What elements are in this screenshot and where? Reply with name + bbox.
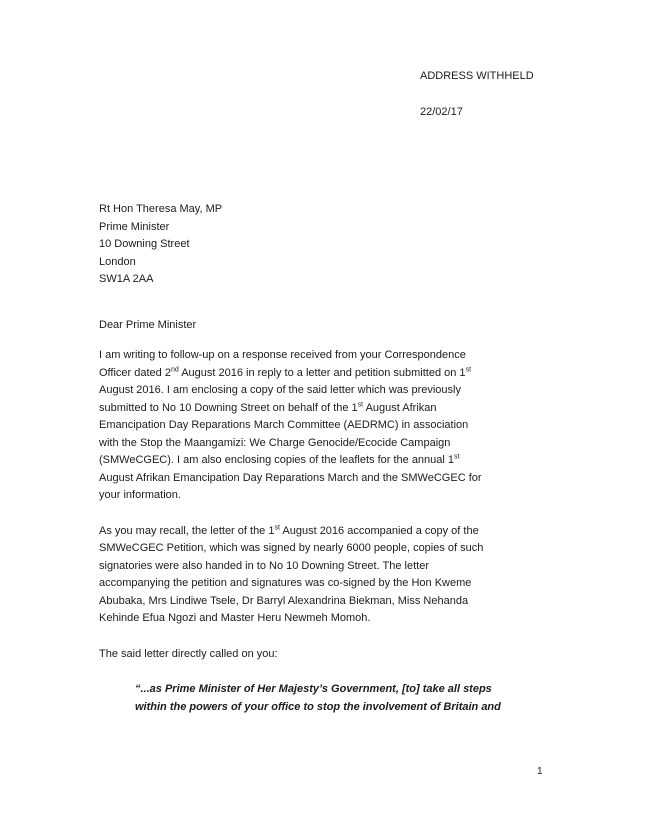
- recipient-block: [99, 201, 222, 289]
- quote-paragraph: [99, 681, 569, 716]
- text-line: submitted to No 10 Downing Street on behalf of the 1st August Afrikan: [99, 400, 437, 414]
- text-line: I am writing to follow-up on a response received from your Correspondence: [99, 349, 466, 361]
- text-line: SMWeCGEC Petition, which was signed by nearly 6000 people, copies of such: [99, 542, 484, 554]
- letter-body: [99, 347, 569, 734]
- sender-address: ADDRESS WITHHELD: [420, 70, 534, 82]
- text-line: signatories were also handed in to No 10 Downing Street. The letter: [99, 559, 429, 572]
- text-line: The said letter directly called on you:: [99, 647, 278, 660]
- ordinal-superscript: st: [454, 453, 460, 461]
- text-line: Abubaka, Mrs Lindiwe Tsele, Dr Barryl Alexandrina Biekman, Miss Nehanda: [99, 594, 469, 607]
- recipient-line: London: [99, 255, 136, 268]
- paragraph: [99, 646, 569, 664]
- sender-block: [420, 68, 534, 121]
- text-line: August 2016. I am enclosing a copy of the said letter which was previously: [99, 384, 461, 396]
- text-line: “...as Prime Minister of Her Majesty’s Government, [to] take all steps: [135, 683, 492, 695]
- text-line: As you may recall, the letter of the 1st August 2016 accompanied a copy of the: [99, 523, 479, 537]
- page-number: 1: [537, 766, 543, 777]
- text-line: Emancipation Day Reparations March Committee (AEDRMC) in association: [99, 419, 469, 431]
- paragraph: [99, 523, 569, 628]
- paragraph: [99, 347, 569, 505]
- recipient-line: Prime Minister: [99, 220, 170, 233]
- text-line: Kehinde Efua Ngozi and Master Heru Newmeh Momoh.: [99, 612, 371, 624]
- recipient-line: SW1A 2AA: [99, 273, 154, 285]
- text-line: within the powers of your office to stop the involvement of Britain and: [135, 700, 501, 713]
- ordinal-superscript: st: [274, 523, 280, 531]
- text-line: August Afrikan Emancipation Day Reparations March and the SMWeCGEC for: [99, 471, 482, 484]
- ordinal-superscript: st: [357, 400, 364, 408]
- text-line: Officer dated 2nd August 2016 in reply to a letter and petition submitted on 1st: [99, 365, 472, 379]
- recipient-line: 10 Downing Street: [99, 238, 190, 250]
- text-line: accompanying the petition and signatures was co-signed by the Hon Kweme: [99, 577, 472, 589]
- recipient-line: Rt Hon Theresa May, MP: [99, 203, 223, 215]
- text-line: (SMWeCGEC). I am also enclosing copies of the leaflets for the annual 1st: [99, 453, 460, 466]
- text-line: your information.: [99, 489, 181, 501]
- salutation: Dear Prime Minister: [99, 319, 197, 331]
- ordinal-superscript: nd: [170, 365, 179, 373]
- ordinal-superscript: st: [465, 365, 472, 373]
- letter-date: 22/02/17: [420, 105, 463, 118]
- text-line: with the Stop the Maangamizi: We Charge Genocide/Ecocide Campaign: [99, 436, 451, 449]
